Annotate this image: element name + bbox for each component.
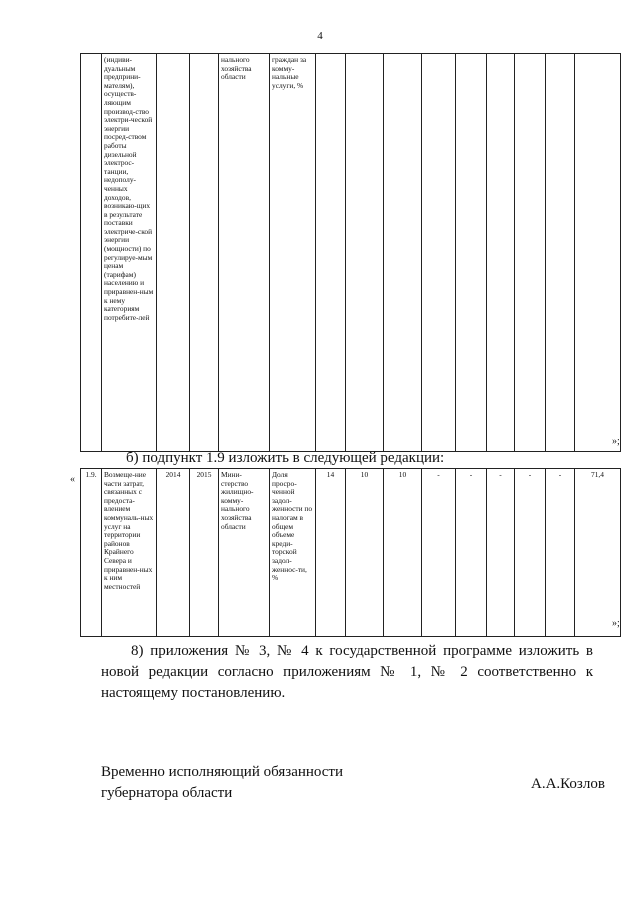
cell-value: [456, 54, 487, 452]
cell-measure-name: (индиви-дуальным предприни-мателям), осуществ-ляющим производ-ство электри-ческой энергии посред-ством работы дизельной электрос-танции, недополу-ченных доходов, возникаю-щих в результате поставки электриче-ской энергии (мощности) по регулируе-мым ценам (тарифам) населению и приравнен-ным к нему категориям потребите-лей: [102, 54, 157, 452]
cell-indicator: Доля просро-ченной задол-женности по налогам в общем объеме креди-торской задол-женнос-ти, %: [270, 469, 316, 637]
cell-value: -: [487, 469, 515, 637]
cell-num: [81, 54, 102, 452]
cell-measure-name: Возмеще-ние части затрат, связанных с предоста-влением коммуналь-ных услуг на территории районов Крайнего Севера и приравнен-ных к ним местностей: [102, 469, 157, 637]
cell-year-end: [190, 54, 219, 452]
cell-value: [422, 54, 456, 452]
cell-value: 10: [384, 469, 422, 637]
cell-value: [346, 54, 384, 452]
signatory-position-line2: губернатора области: [101, 785, 233, 801]
cell-value: [515, 54, 546, 452]
cell-executor: Мини-стерство жилищно-комму-нального хозяйства области: [219, 469, 270, 637]
program-table-continuation: [80, 53, 621, 452]
cell-value: -: [422, 469, 456, 637]
cell-value: -: [515, 469, 546, 637]
cell-value: [316, 54, 346, 452]
cell-year-start: 2014: [157, 469, 190, 637]
cell-executor: нального хозяйства области: [219, 54, 270, 452]
opening-quote: «: [70, 474, 75, 485]
signatory-position-line1: Временно исполняющий обязанности: [101, 764, 344, 780]
subitem-heading: б) подпункт 1.9 изложить в следующей редакции:: [126, 450, 445, 466]
program-table-item-1-9: [80, 468, 621, 637]
cell-value: 10: [346, 469, 384, 637]
cell-year-start: [157, 54, 190, 452]
cell-num: 1.9.: [81, 469, 102, 637]
cell-value: [546, 54, 575, 452]
closing-quote-top: »;: [612, 436, 620, 447]
cell-value: -: [546, 469, 575, 637]
cell-year-end: 2015: [190, 469, 219, 637]
closing-quote-bottom: »;: [612, 618, 620, 629]
cell-value: [384, 54, 422, 452]
cell-value: -: [456, 469, 487, 637]
cell-value-total: 71,4: [575, 469, 621, 637]
page-number: 4: [317, 30, 323, 42]
cell-value: 14: [316, 469, 346, 637]
cell-value: [575, 54, 621, 452]
paragraph-8: 8) приложения № 3, № 4 к государственной программе изложить в новой редакции согласно приложениям № 1, № 2 соответственно к настоящему постановлению.: [101, 643, 593, 701]
signatory-name: А.А.Козлов: [531, 776, 605, 792]
cell-value: [487, 54, 515, 452]
cell-indicator: граждан за комму-нальные услуги, %: [270, 54, 316, 452]
signatory-position: [101, 762, 343, 804]
